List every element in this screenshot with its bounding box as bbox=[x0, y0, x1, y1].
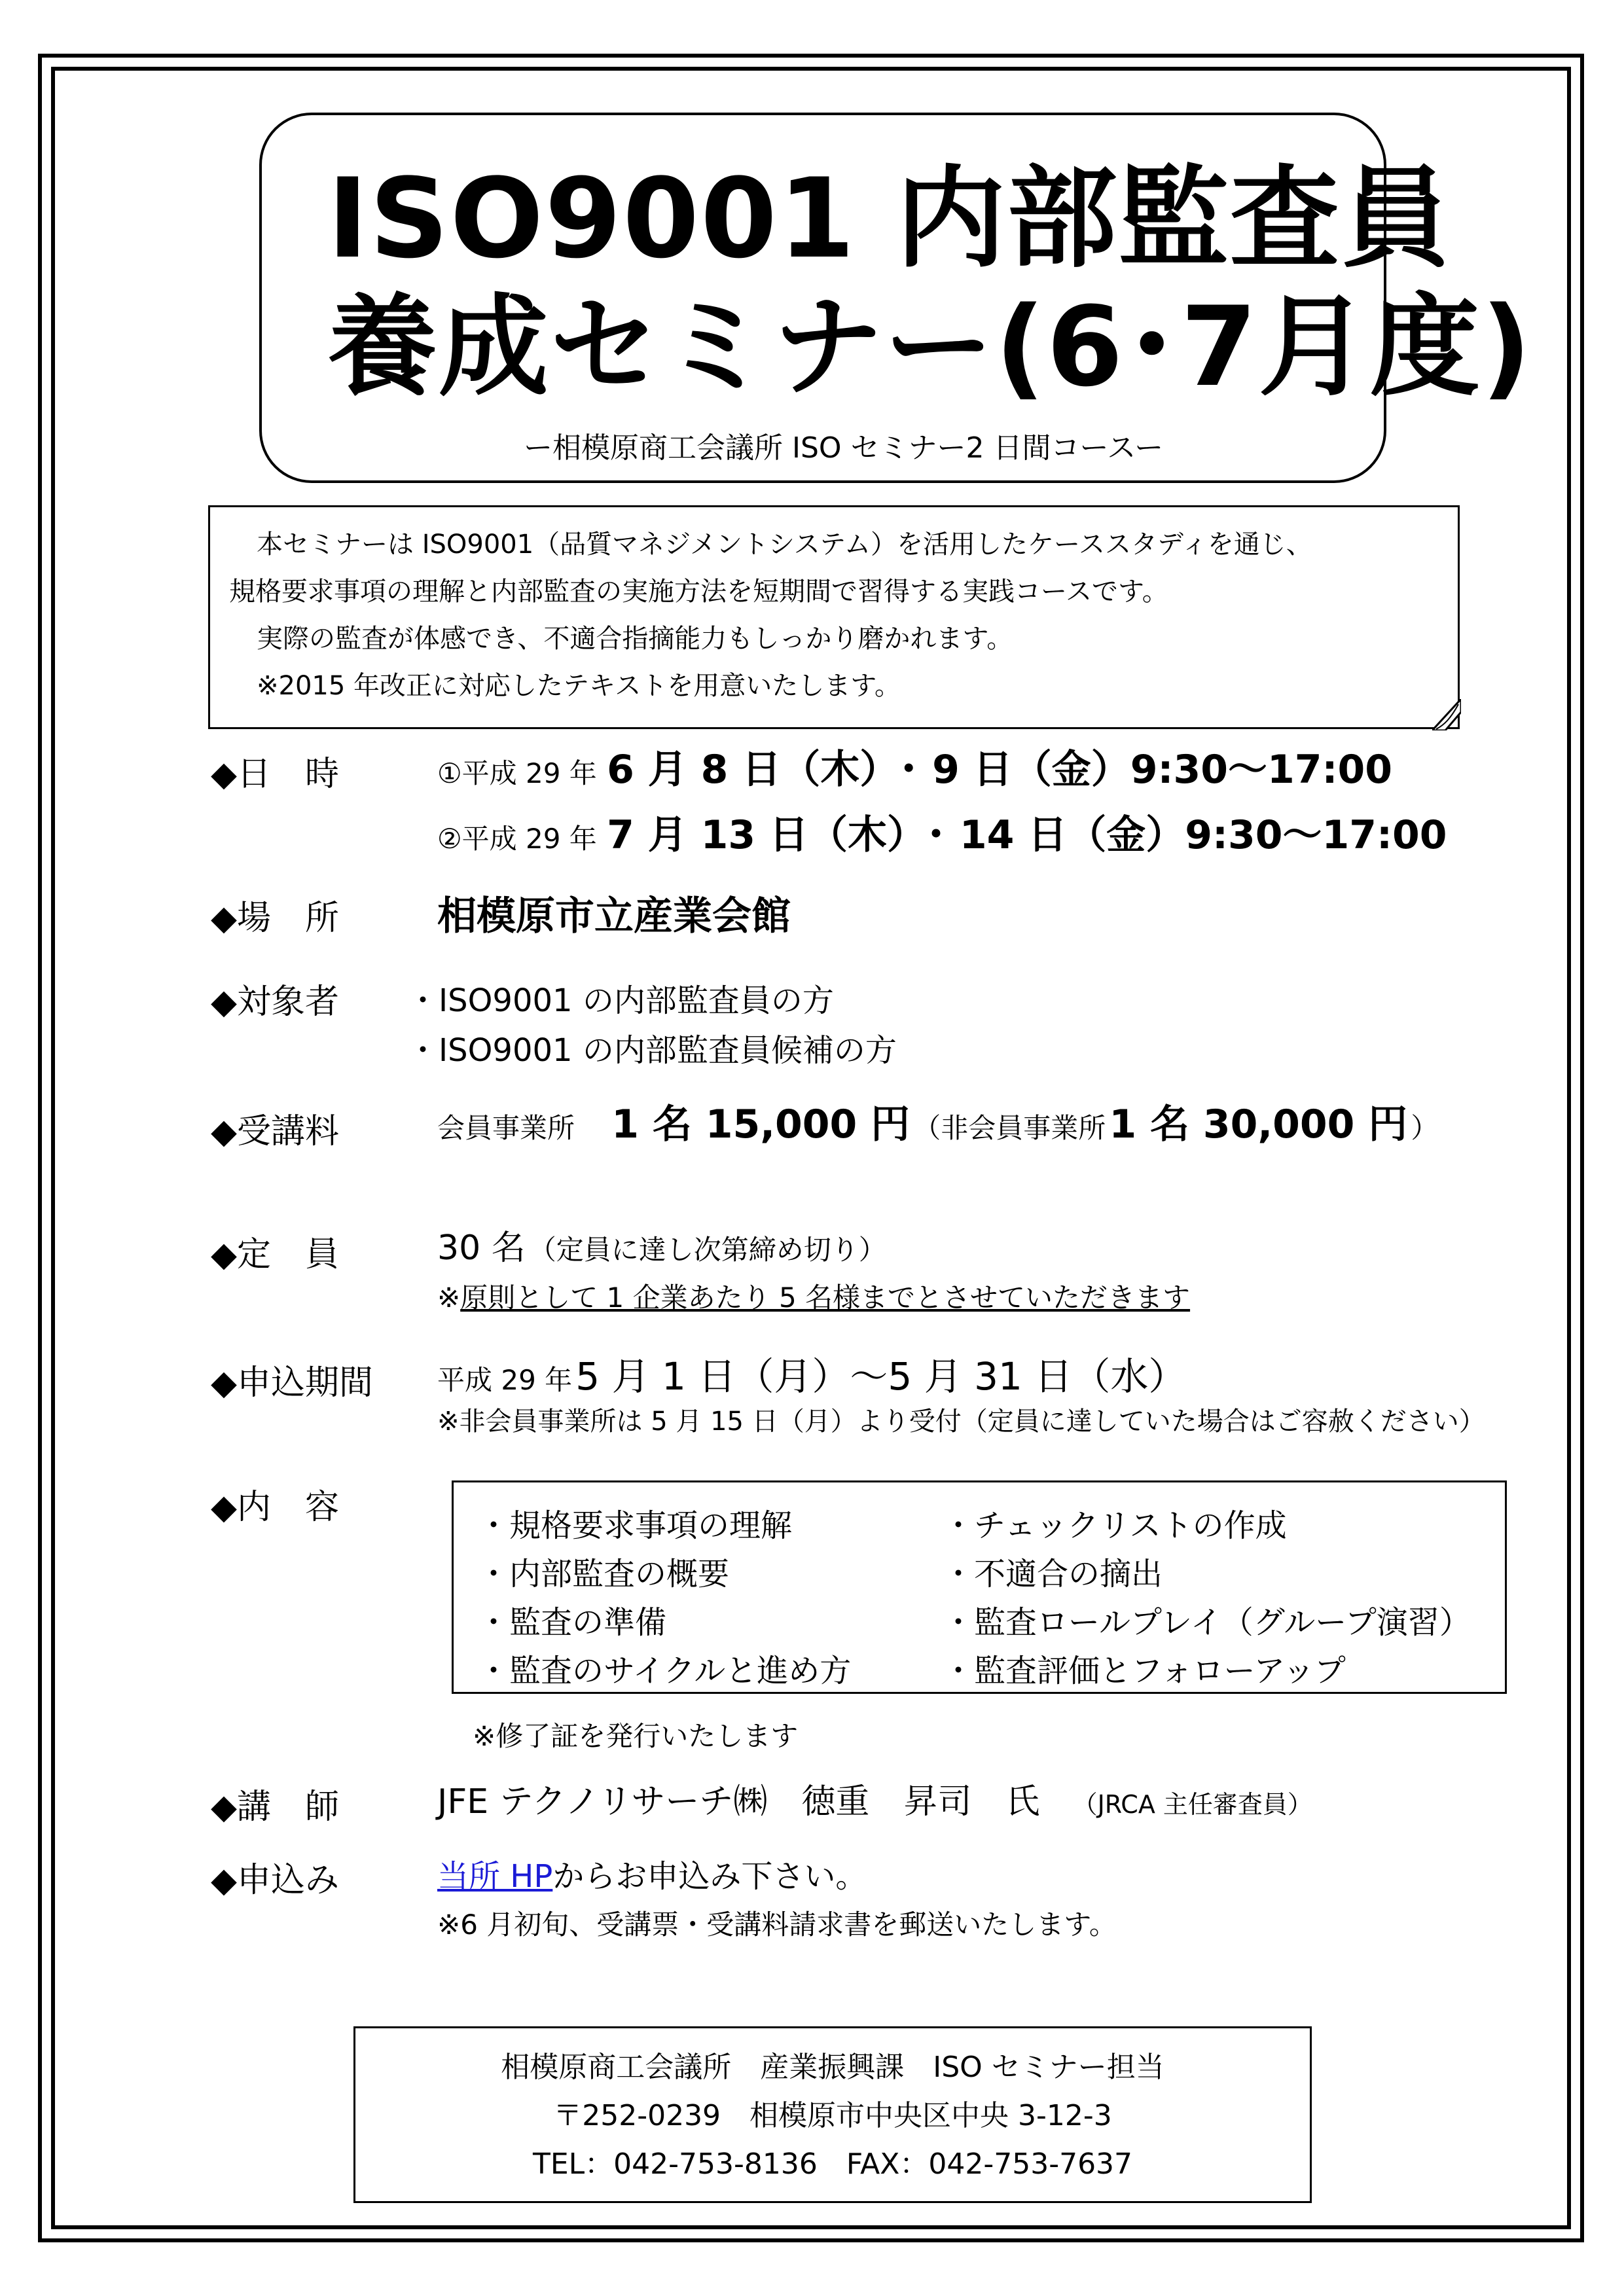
capacity-value: 30 名 bbox=[437, 1229, 526, 1268]
contents-note: ※修了証を発行いたします bbox=[473, 1720, 799, 1752]
intro-line-4: ※2015 年改正に対応したテキストを用意いたします。 bbox=[257, 671, 901, 701]
fee-label: ◆受講料 bbox=[211, 1112, 339, 1151]
instructor-line bbox=[437, 1774, 1312, 1823]
schedule-row-2-main: 7 月 13 日（木）･ 14 日（金）9:30～17:00 bbox=[607, 812, 1447, 858]
contents-right-3: ・監査ロールプレイ（グループ演習） bbox=[943, 1604, 1471, 1641]
contents-left-3: ・監査の準備 bbox=[478, 1604, 667, 1641]
contents-left-1: ・規格要求事項の理解 bbox=[478, 1507, 793, 1544]
capacity-note-2-text: 原則として 1 企業あたり 5 名様までとさせていただきます bbox=[460, 1282, 1191, 1314]
application-period-prefix: 平成 29 年 bbox=[437, 1364, 573, 1396]
fee-member-price: 1 名 15,000 円 bbox=[611, 1102, 911, 1147]
intro-line-3: 実際の監査が体感でき、不適合指摘能力もしっかり磨かれます。 bbox=[257, 624, 1013, 654]
contents-right-2: ・不適合の摘出 bbox=[943, 1556, 1163, 1592]
title-line-1: ISO9001 内部監査員 bbox=[327, 154, 1453, 283]
contents-right-4: ・監査評価とフォローアップ bbox=[943, 1653, 1346, 1689]
capacity-note-2-prefix: ※ bbox=[437, 1282, 461, 1314]
schedule-row-1 bbox=[437, 738, 1392, 795]
capacity-note: （定員に達し次第締め切り） bbox=[528, 1234, 886, 1266]
fee-nonmember-close: ） bbox=[1411, 1112, 1439, 1144]
subtitle: ー相模原商工会議所 ISO セミナー2 日間コースー bbox=[524, 431, 1164, 465]
instructor-label: ◆講 師 bbox=[211, 1787, 339, 1827]
fee-line bbox=[437, 1093, 1438, 1149]
schedule-row-2-prefix: ②平成 29 年 bbox=[437, 823, 597, 855]
apply-line bbox=[437, 1851, 867, 1896]
intro-line-1: 本セミナーは ISO9001（品質マネジメントシステム）を活用したケーススタディを通じ、 bbox=[257, 529, 1312, 560]
target-item-2: ・ISO9001 の内部監査員候補の方 bbox=[407, 1032, 897, 1069]
venue-label: ◆場 所 bbox=[211, 899, 339, 938]
apply-label: ◆申込み bbox=[211, 1861, 339, 1900]
application-period-line bbox=[437, 1346, 1186, 1401]
contact-line-2: 〒252-0239 相模原市中央区中央 3-12-3 bbox=[553, 2099, 1112, 2132]
contents-right-1: ・チェックリストの作成 bbox=[943, 1507, 1287, 1544]
apply-note: ※6 月初旬、受講票・受講料請求書を郵送いたします。 bbox=[437, 1909, 1117, 1941]
instructor-value: JFE テクノリサーチ㈱ 徳重 昇司 氏 bbox=[437, 1782, 1040, 1821]
schedule-row-2 bbox=[437, 804, 1447, 860]
target-label: ◆対象者 bbox=[211, 982, 339, 1022]
contents-left-4: ・監査のサイクルと進め方 bbox=[478, 1653, 852, 1689]
homepage-link[interactable]: 当所 HP bbox=[437, 1858, 553, 1895]
instructor-title: （JRCA 主任審査員） bbox=[1072, 1790, 1312, 1819]
target-item-1: ・ISO9001 の内部監査員の方 bbox=[407, 982, 834, 1019]
contents-left-2: ・内部監査の概要 bbox=[478, 1556, 730, 1592]
intro-line-2: 規格要求事項の理解と内部監査の実施方法を短期間で習得する実践コースです。 bbox=[229, 577, 1168, 607]
contact-line-3: TEL：042-753-8136 FAX：042-753-7637 bbox=[532, 2147, 1133, 2181]
application-period-label: ◆申込期間 bbox=[211, 1363, 373, 1403]
application-period-main: 5 月 1 日（月）～5 月 31 日（水） bbox=[575, 1354, 1187, 1399]
schedule-label: ◆日 時 bbox=[211, 755, 339, 794]
page-curl-icon bbox=[1432, 699, 1461, 730]
application-period-note: ※非会員事業所は 5 月 15 日（月）より受付（定員に達していた場合はご容赦ください） bbox=[437, 1407, 1485, 1437]
fee-nonmember-open: （非会員事業所 bbox=[913, 1112, 1106, 1144]
contents-label: ◆内 容 bbox=[211, 1488, 339, 1527]
title-line-2: 養成セミナー(6･7月度) bbox=[327, 283, 1533, 411]
apply-text: からお申込み下さい。 bbox=[552, 1858, 867, 1895]
contact-line-1: 相模原商工会議所 産業振興課 ISO セミナー担当 bbox=[501, 2051, 1164, 2084]
capacity-line bbox=[437, 1220, 886, 1269]
capacity-note-2 bbox=[437, 1276, 1190, 1316]
capacity-label: ◆定 員 bbox=[211, 1235, 339, 1274]
fee-member-label: 会員事業所 bbox=[437, 1112, 575, 1144]
schedule-row-1-prefix: ①平成 29 年 bbox=[437, 757, 597, 789]
fee-nonmember-price: 1 名 30,000 円 bbox=[1109, 1102, 1408, 1147]
venue-value: 相模原市立産業会館 bbox=[437, 893, 791, 939]
schedule-row-1-main: 6 月 8 日（木）･ 9 日（金）9:30～17:00 bbox=[607, 747, 1392, 793]
